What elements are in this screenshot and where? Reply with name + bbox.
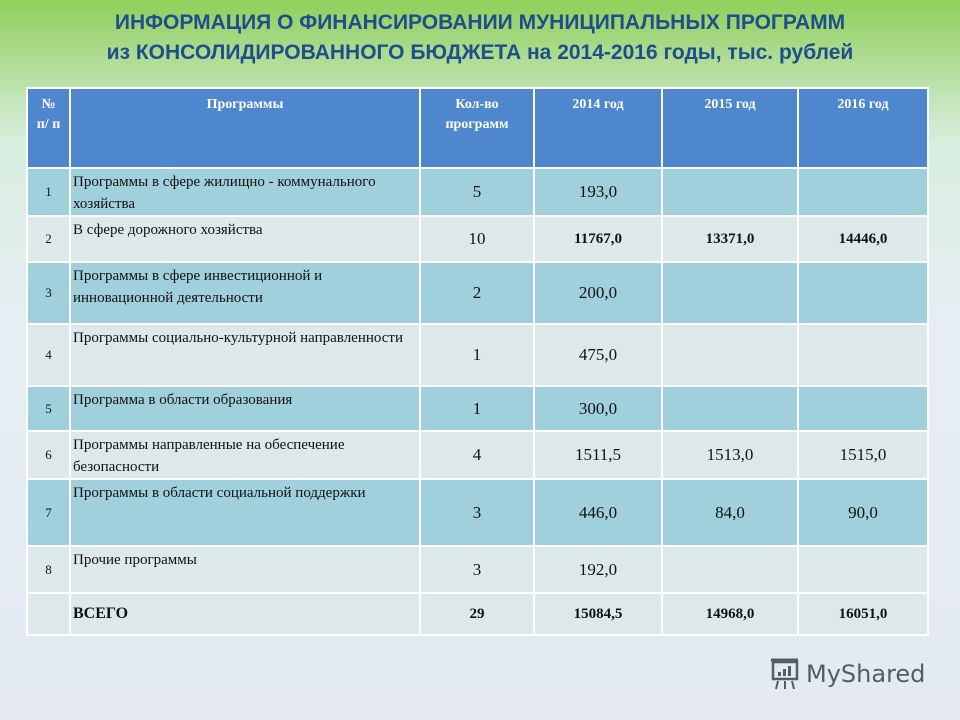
value-2016 — [798, 546, 928, 593]
table-row — [27, 262, 928, 324]
program-count: 2 — [420, 262, 534, 324]
value-2016 — [798, 168, 928, 216]
value-2015 — [662, 386, 798, 431]
row-number: 2 — [27, 216, 70, 262]
logo-text: MyShared — [806, 660, 926, 688]
total-2014: 15084,5 — [534, 593, 662, 635]
row-number: 1 — [27, 168, 70, 216]
program-count: 5 — [420, 168, 534, 216]
header-2015: 2015 год — [662, 88, 798, 168]
total-number — [27, 593, 70, 635]
header-number: № п/ п — [27, 88, 70, 168]
program-name: Программы направленные на обеспечение безопасности — [70, 431, 420, 479]
slide-title — [0, 8, 960, 68]
value-2015: 1513,0 — [662, 431, 798, 479]
total-count: 29 — [420, 593, 534, 635]
value-2014: 11767,0 — [534, 216, 662, 262]
total-2016: 16051,0 — [798, 593, 928, 635]
header-2016: 2016 год — [798, 88, 928, 168]
title-line-2: из КОНСОЛИДИРОВАННОГО БЮДЖЕТА на 2014-2016 годы, тыс. рублей — [106, 41, 854, 64]
program-name: Программы в сфере жилищно - коммунального хозяйства — [70, 168, 420, 216]
value-2015 — [662, 168, 798, 216]
value-2016 — [798, 386, 928, 431]
table-row — [27, 479, 928, 546]
total-label: ВСЕГО — [70, 593, 420, 635]
value-2016: 1515,0 — [798, 431, 928, 479]
program-name: Программа в области образования — [70, 386, 420, 431]
header-programs: Программы — [70, 88, 420, 168]
value-2016 — [798, 262, 928, 324]
table-row — [27, 324, 928, 386]
title-line-1: ИНФОРМАЦИЯ О ФИНАНСИРОВАНИИ МУНИЦИПАЛЬНЫХ ПРОГРАММ — [114, 11, 846, 34]
value-2014: 300,0 — [534, 386, 662, 431]
program-count: 3 — [420, 479, 534, 546]
value-2015: 13371,0 — [662, 216, 798, 262]
value-2014: 446,0 — [534, 479, 662, 546]
program-count: 3 — [420, 546, 534, 593]
program-count: 1 — [420, 324, 534, 386]
table-row — [27, 431, 928, 479]
value-2015 — [662, 324, 798, 386]
program-count: 4 — [420, 431, 534, 479]
header-count: Кол-во программ — [420, 88, 534, 168]
value-2015: 84,0 — [662, 479, 798, 546]
value-2014: 475,0 — [534, 324, 662, 386]
myshared-logo — [768, 657, 925, 691]
table-row — [27, 168, 928, 216]
value-2014: 200,0 — [534, 262, 662, 324]
program-name: Программы в сфере инвестиционной и инновационной деятельности — [70, 262, 420, 324]
row-number: 5 — [27, 386, 70, 431]
program-name: Прочие программы — [70, 546, 420, 593]
program-count: 10 — [420, 216, 534, 262]
table-row — [27, 546, 928, 593]
program-name: Программы социально-культурной направленности — [70, 324, 420, 386]
table-row — [27, 386, 928, 431]
row-number: 8 — [27, 546, 70, 593]
value-2015 — [662, 546, 798, 593]
value-2016 — [798, 324, 928, 386]
row-number: 7 — [27, 479, 70, 546]
financing-table — [26, 87, 929, 636]
value-2016: 14446,0 — [798, 216, 928, 262]
value-2016: 90,0 — [798, 479, 928, 546]
value-2014: 192,0 — [534, 546, 662, 593]
program-name: Программы в области социальной поддержки — [70, 479, 420, 546]
program-name: В сфере дорожного хозяйства — [70, 216, 420, 262]
value-2014: 193,0 — [534, 168, 662, 216]
row-number: 3 — [27, 262, 70, 324]
row-number: 6 — [27, 431, 70, 479]
total-row — [27, 593, 928, 635]
value-2015 — [662, 262, 798, 324]
value-2014: 1511,5 — [534, 431, 662, 479]
header-row — [27, 88, 928, 168]
table-row — [27, 216, 928, 262]
presentation-icon — [768, 657, 800, 691]
total-2015: 14968,0 — [662, 593, 798, 635]
header-2014: 2014 год — [534, 88, 662, 168]
program-count: 1 — [420, 386, 534, 431]
row-number: 4 — [27, 324, 70, 386]
